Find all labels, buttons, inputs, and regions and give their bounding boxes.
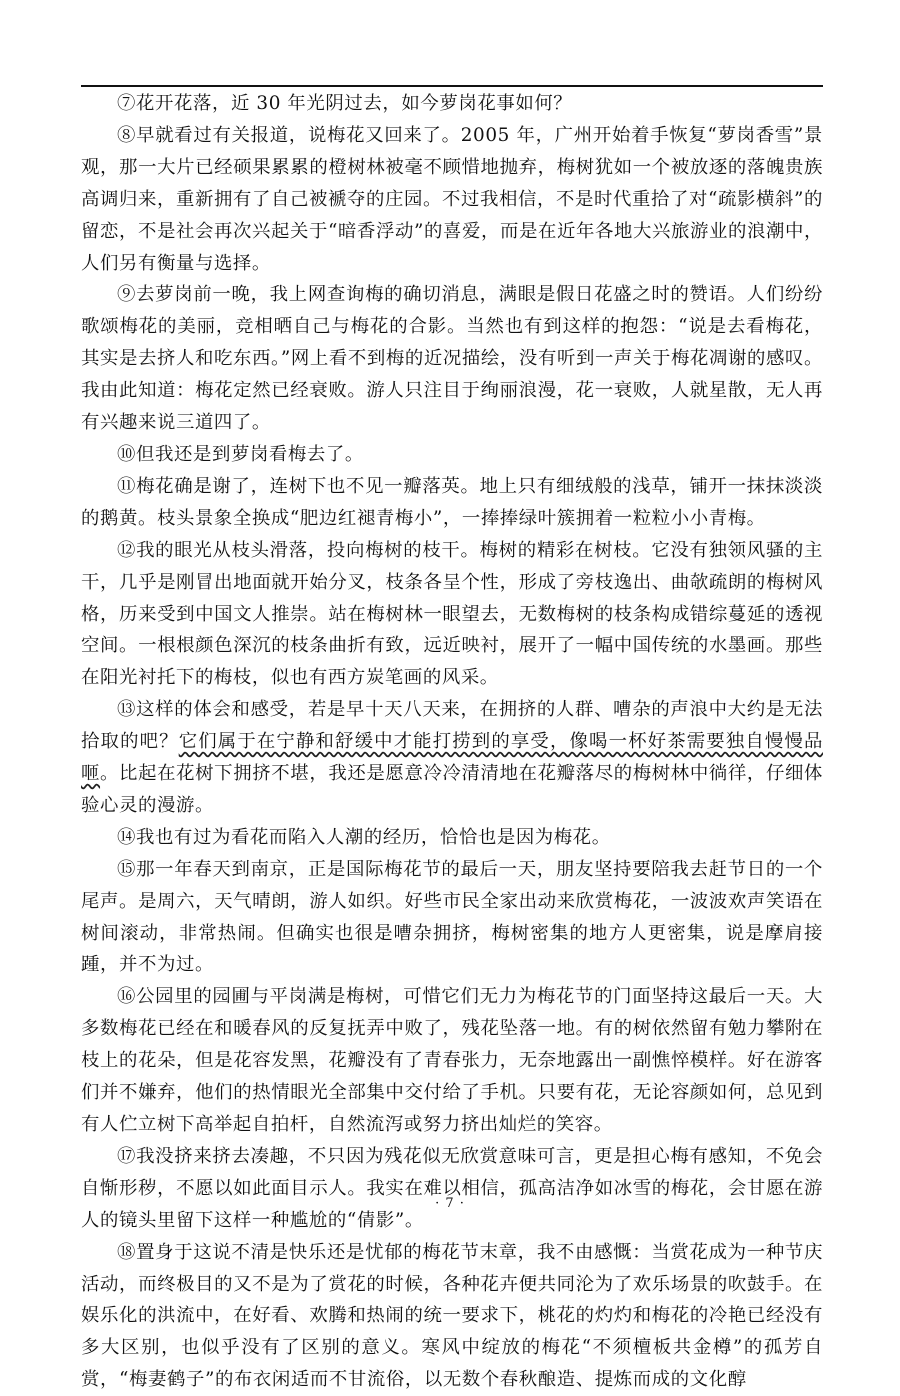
paragraph-number: ⑯ [117, 986, 137, 1008]
paragraph-text: 我的眼光从枝头滑落，投向梅树的枝干。梅树的精彩在树枝。它没有独领风骚的主干，几乎是刚冒出地面就开始分叉，枝条各呈个性，形成了旁枝逸出、曲欹疏朗的梅树风格，历来受到中国文人推崇。站在梅树林一眼望去，无数梅树的枝条构成错综蔓延的透视空间。一根根颜色深沉的枝条曲折有致，远近映衬，展开了一幅中国传统的水墨画。那些在阳光衬托下的梅枝，似也有西方炭笔画的风采。 [81, 539, 823, 689]
paragraph-text: 那一年春天到南京，正是国际梅花节的最后一天，朋友坚持要陪我去赶节日的一个尾声。是周六，天气晴朗，游人如织。好些市民全家出动来欣赏梅花，一波波欢声笑语在树间滚动，非常热闹。但确实也很是嘈杂拥挤，梅树密集的地方人更密集，说是摩肩接踵，并不为过。 [81, 858, 823, 976]
paragraph-7 [81, 88, 823, 120]
paragraph-text-after: 。比起在花树下拥挤不堪，我还是愿意冷冷清清地在花瓣落尽的梅树林中徜徉，仔细体验心灵的漫游。 [81, 763, 823, 816]
paragraph-15 [81, 854, 823, 982]
paragraph-number: ⑱ [117, 1241, 137, 1263]
top-rule [81, 85, 823, 87]
paragraph-text: 梅花确是谢了，连树下也不见一瓣落英。地上只有细绒般的浅草，铺开一抹抹淡淡的鹅黄。枝头景象全换成“肥边红褪青梅小”，一捧捧绿叶簇拥着一粒粒小小青梅。 [81, 475, 823, 529]
paragraph-text: 我也有过为看花而陷入人潮的经历，恰恰也是因为梅花。 [136, 826, 611, 848]
paragraph-text: 早就看过有关报道，说梅花又回来了。2005 年，广州开始着手恢复“萝岗香雪”景观，那一大片已经硕果累累的橙树林被毫不顾惜地抛弃，梅树犹如一个被放逐的落魄贵族高调归来，重新拥有了自己被褫夺的庄园。不过我相信，不是时代重拾了对“疏影横斜”的留恋，不是社会再次兴起关于“暗香浮动”的喜爱，而是在近年各地大兴旅游业的浪潮中，人们另有衡量与选择。 [81, 124, 823, 274]
paragraph-number: ⑫ [117, 539, 137, 561]
paragraph-number: ⑮ [117, 858, 137, 880]
paragraph-number: ⑪ [117, 475, 137, 497]
paragraph-10 [81, 439, 823, 471]
paragraph-17 [81, 1141, 823, 1237]
paragraph-number: ⑦ [117, 93, 136, 114]
page-number: · 7 · [435, 1196, 465, 1211]
paragraph-9 [81, 279, 823, 439]
paragraph-text: 但我还是到萝岗看梅去了。 [136, 443, 364, 465]
paragraph-number: ⑩ [117, 443, 136, 465]
paragraph-number: ⑧ [117, 124, 137, 146]
paragraph-text: 花开花落，近 30 年光阴过去，如今萝岗花事如何？ [136, 93, 573, 114]
paragraph-13 [81, 694, 823, 822]
paragraph-text: 去萝岗前一晚，我上网查询梅的确切消息，满眼是假日花盛之时的赞语。人们纷纷歌颂梅花的美丽，竞相晒自己与梅花的合影。当然也有到这样的抱怨：“说是去看梅花，其实是去挤人和吃东西。”网上看不到梅的近况描绘，没有听到一声关于梅花凋谢的感叹。我由此知道：梅花定然已经衰败。游人只注目于绚丽浪漫，花一衰败，人就星散，无人再有兴趣来说三道四了。 [81, 284, 823, 434]
paragraph-number: ⑭ [117, 826, 136, 848]
paragraph-text: 公园里的园圃与平岗满是梅树，可惜它们无力为梅花节的门面坚持这最后一天。大多数梅花已经在和暖春风的反复抚弄中败了，残花坠落一地。有的树依然留有勉力攀附在枝上的花朵，但是花容发黑，花瓣没有了青春张力，无奈地露出一副憔悴模样。好在游客们并不嫌弃，他们的热情眼光全部集中交付给了手机。只要有花，无论容颜如何，总见到有人伫立树下高举起自拍杆，自然流泻或努力挤出灿烂的笑容。 [81, 986, 823, 1135]
underlined-sentence: 它们属于在宁静和舒缓中才能打捞到的享受，像喝一杯好茶需要独自慢慢品咂 [81, 731, 823, 785]
paragraph-8 [81, 120, 823, 280]
paragraph-text-before: 这样的体会和感受，若是早十天八天来，在拥挤的人群、嘈杂的声浪中大约是无法拾取的吧？ [81, 699, 823, 753]
paragraph-number: ⑨ [117, 284, 137, 306]
paragraph-text: 置身于这说不清是快乐还是忧郁的梅花节末章，我不由感慨：当赏花成为一种节庆活动，而终极目的又不是为了赏花的时候，各种花卉便共同沦为了欢乐场景的吹鼓手。在娱乐化的洪流中，在好看、欢腾和热闹的统一要求下，桃花的灼灼和梅花的冷艳已经没有多大区别，也似乎没有了区别的意义。寒风中绽放的梅花“不须檀板共金樽”的孤芳自赏，“梅妻鹤子”的布衣闲适而不甘流俗，以无数个春秋酿造、提炼而成的文化醇 [81, 1241, 823, 1391]
paragraph-16 [81, 981, 823, 1141]
paragraph-11 [81, 471, 823, 535]
paragraph-12 [81, 535, 823, 695]
paragraph-18 [81, 1237, 823, 1396]
paragraph-text: 我没挤来挤去凑趣，不只因为残花似无欣赏意味可言，更是担心梅有感知，不免会自惭形秽，不愿以如此面目示人。我实在难以相信，孤高洁净如冰雪的梅花，会甘愿在游人的镜头里留下这样一种尴尬的“倩影”。 [81, 1145, 823, 1231]
paragraph-number: ⑬ [117, 699, 137, 721]
paragraph-14 [81, 822, 823, 854]
paragraph-number: ⑰ [117, 1145, 137, 1167]
